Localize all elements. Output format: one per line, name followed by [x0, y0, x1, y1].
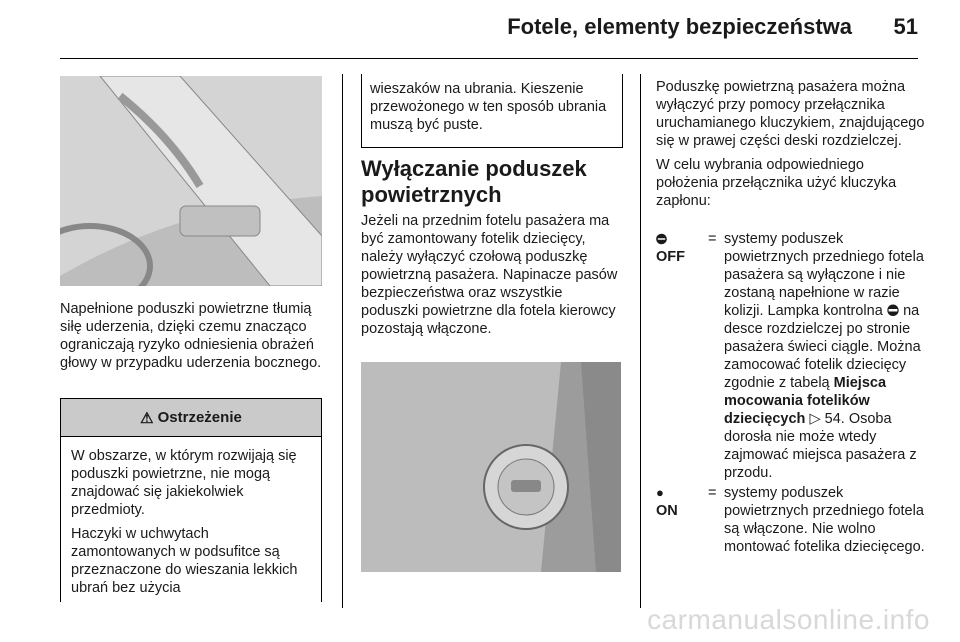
list-item-on	[656, 484, 926, 556]
section-title: Wyłączanie poduszek powietrznych	[361, 156, 587, 207]
watermark: carmanualsonline.info	[647, 604, 930, 635]
warning-icon: ⚠	[140, 409, 154, 427]
warning-paragraph-2: Haczyki w uchwytach zamontowanych w podsufitce są przeznaczone do wieszania lekkich ubrań bez użycia	[71, 526, 298, 596]
col1-paragraph: Napełnione poduszki powietrzne tłumią siłę uderzenia, dzięki czemu znacząco ograniczają ryzyko odniesienia obrażeń głowy w przypadku uderzenia bocznego.	[60, 301, 322, 371]
list-item-off	[656, 230, 926, 482]
page-number: 51	[893, 14, 918, 39]
symbol-on: ON	[656, 503, 678, 519]
cross-reference-link[interactable]: Miejsca mocowania fotelików dziecięcych	[724, 375, 887, 427]
header-rule	[60, 58, 918, 59]
airbag-off-icon: ⛔︎	[656, 231, 667, 246]
off-text-c: 54. Osoba dorosła nie może wtedy zajmować miejsca pasażera z przodu.	[724, 411, 917, 481]
warning-heading-text: Ostrzeżenie	[157, 409, 242, 426]
col3-paragraph-1: Poduszkę powietrzną pasażera można wyłączyć przy pomocy przełącznika uruchamianego kluczykiem, znajdującego się w prawej części deski rozdzielczej.	[656, 79, 925, 149]
off-text-a: systemy poduszek powietrznych przedniego fotela pasażera są wyłączone i nie zostaną napełnione w razie kolizji. Lampka kontrolna	[724, 231, 924, 319]
warning-continued-text: wieszaków na ubrania. Kieszenie przewożonego w ten sposób ubrania muszą być puste.	[370, 81, 607, 133]
airbag-switch-positions	[656, 230, 926, 558]
figure-airbag-switch	[361, 362, 621, 572]
symbol-off: OFF	[656, 249, 685, 265]
warning-heading	[61, 399, 321, 437]
figure-a-pillar-airbag	[60, 76, 322, 286]
page-header-title: Fotele, elementy bezpieczeństwa	[507, 14, 852, 39]
warning-paragraph-1: W obszarze, w którym rozwijają się poduszki powietrzne, nie mogą znajdować się jakiekolwiek przedmioty.	[71, 448, 297, 518]
warning-box-continued	[361, 74, 623, 148]
airbag-on-icon: ●	[656, 485, 664, 500]
airbag-off-indicator-icon: ⛔︎	[886, 303, 904, 319]
warning-box	[60, 398, 322, 602]
page-ref-icon: ▷	[809, 411, 825, 427]
col3-paragraph-2: W celu wybrania odpowiedniego położenia przełącznika użyć kluczyka zapłonu:	[656, 157, 897, 209]
on-text: systemy poduszek powietrznych przedniego fotela są włączone. Nie wolno montować fotelika dziecięcego.	[724, 485, 925, 555]
off-text-b: na desce rozdzielczej po stronie pasażera świeci ciągle. Można zamocować fotelik dziecięcy zgodnie z tabelą	[724, 303, 921, 391]
column-divider-2	[640, 74, 641, 608]
equals-sign: =	[708, 485, 717, 501]
equals-sign: =	[708, 231, 717, 247]
column-divider-1	[342, 74, 343, 608]
col2-paragraph: Jeżeli na przednim fotelu pasażera ma być zamontowany fotelik dziecięcy, należy wyłączyć czołową poduszkę powietrzną pasażera. Napinacze pasów bezpieczeństwa oraz wszystkie poduszki powietrzne dla fotela kierowcy pozostają włączone.	[361, 213, 618, 337]
